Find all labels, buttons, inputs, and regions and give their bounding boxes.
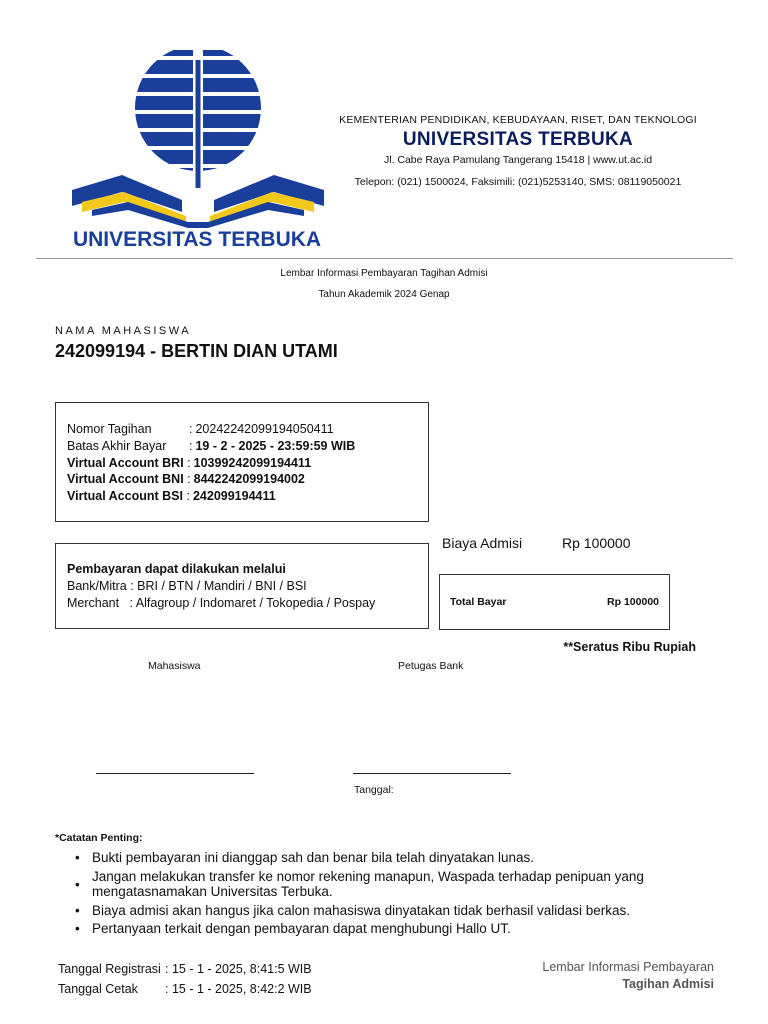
payment-merchants: Merchant : Alfagroup / Indomaret / Tokopedia / Pospay bbox=[67, 595, 376, 610]
note-item: • Bukti pembayaran ini dianggap sah dan benar bila telah dinyatakan lunas. bbox=[75, 850, 535, 865]
billing-row-va-bri: Virtual Account BRI : 10399242099194411 bbox=[67, 455, 312, 470]
student-name: 242099194 - BERTIN DIAN UTAMI bbox=[55, 341, 338, 361]
student-name-label: NAMA MAHASISWA bbox=[55, 325, 192, 337]
billing-info-box bbox=[55, 402, 429, 522]
note-item: • Pertanyaan terkait dengan pembayaran dapat menghubungi Hallo UT. bbox=[75, 921, 511, 936]
signature-student-line bbox=[96, 773, 254, 774]
billing-row-invoice-number: Nomor Tagihan : 20242242099194050411 bbox=[67, 422, 334, 436]
admission-fee-label: Biaya Admisi bbox=[442, 535, 523, 551]
note-item: • Biaya admisi akan hangus jika calon mahasiswa dinyatakan tidak berhasil validasi berkas. bbox=[75, 902, 631, 918]
logo-wordmark: UNIVERSITAS TERBUKA bbox=[72, 228, 322, 250]
footer-caption: Lembar Informasi Pembayaran Tagihan Admisi bbox=[542, 960, 714, 991]
billing-row-va-bsi: Virtual Account BSI : 242099194411 bbox=[67, 489, 276, 504]
bullet-icon: • bbox=[75, 902, 80, 918]
header-divider bbox=[36, 258, 733, 259]
bullet-icon: • bbox=[75, 850, 80, 865]
university-address: Jl. Cabe Raya Pamulang Tangerang 15418 | www.ut.ac.id bbox=[383, 154, 653, 166]
notes-title: *Catatan Penting: bbox=[55, 832, 143, 844]
bullet-icon: • bbox=[75, 876, 80, 892]
admission-fee-value: Rp 100000 bbox=[562, 535, 631, 551]
signature-bank-label: Petugas Bank bbox=[398, 660, 464, 672]
payment-heading: Pembayaran dapat dilakukan melalui bbox=[67, 562, 286, 576]
university-logo bbox=[62, 50, 332, 250]
university-name: UNIVERSITAS TERBUKA bbox=[402, 129, 634, 150]
notes-list bbox=[75, 850, 725, 940]
bullet-icon: • bbox=[75, 921, 80, 936]
billing-row-va-bni: Virtual Account BNI : 8442242099194002 bbox=[67, 472, 305, 487]
amount-in-words: **Seratus Ribu Rupiah bbox=[563, 640, 696, 654]
billing-row-due-date: Batas Akhir Bayar : 19 - 2 - 2025 - 23:59:59 WIB bbox=[67, 438, 356, 453]
signature-student-label: Mahasiswa bbox=[148, 660, 201, 672]
signature-bank-line bbox=[353, 773, 511, 774]
university-contact: Telepon: (021) 1500024, Faksimili: (021)5253140, SMS: 08119050021 bbox=[354, 176, 682, 188]
registration-date: Tanggal Registrasi : 15 - 1 - 2025, 8:41:5 WIB bbox=[58, 962, 312, 976]
print-date: Tanggal Cetak : 15 - 1 - 2025, 8:42:2 WIB bbox=[58, 982, 312, 996]
payment-methods-box bbox=[55, 543, 429, 629]
payment-banks: Bank/Mitra : BRI / BTN / Mandiri / BNI / BSI bbox=[67, 578, 307, 593]
total-payment-box bbox=[439, 574, 670, 630]
total-payment-label: Total Bayar bbox=[450, 596, 507, 608]
ministry-name: KEMENTERIAN PENDIDIKAN, KEBUDAYAAN, RISET, DAN TEKNOLOGI bbox=[339, 114, 697, 126]
note-item: • Jangan melakukan transfer ke nomor rekening manapun, Waspada terhadap penipuan yang mengatasnamakan Universitas Terbuka. bbox=[75, 868, 644, 899]
document-title: Lembar Informasi Pembayaran Tagihan Admisi bbox=[280, 268, 488, 279]
signature-date-label: Tanggal: bbox=[354, 784, 394, 796]
academic-year: Tahun Akademik 2024 Genap bbox=[318, 289, 450, 300]
total-payment-value: Rp 100000 bbox=[607, 596, 659, 608]
